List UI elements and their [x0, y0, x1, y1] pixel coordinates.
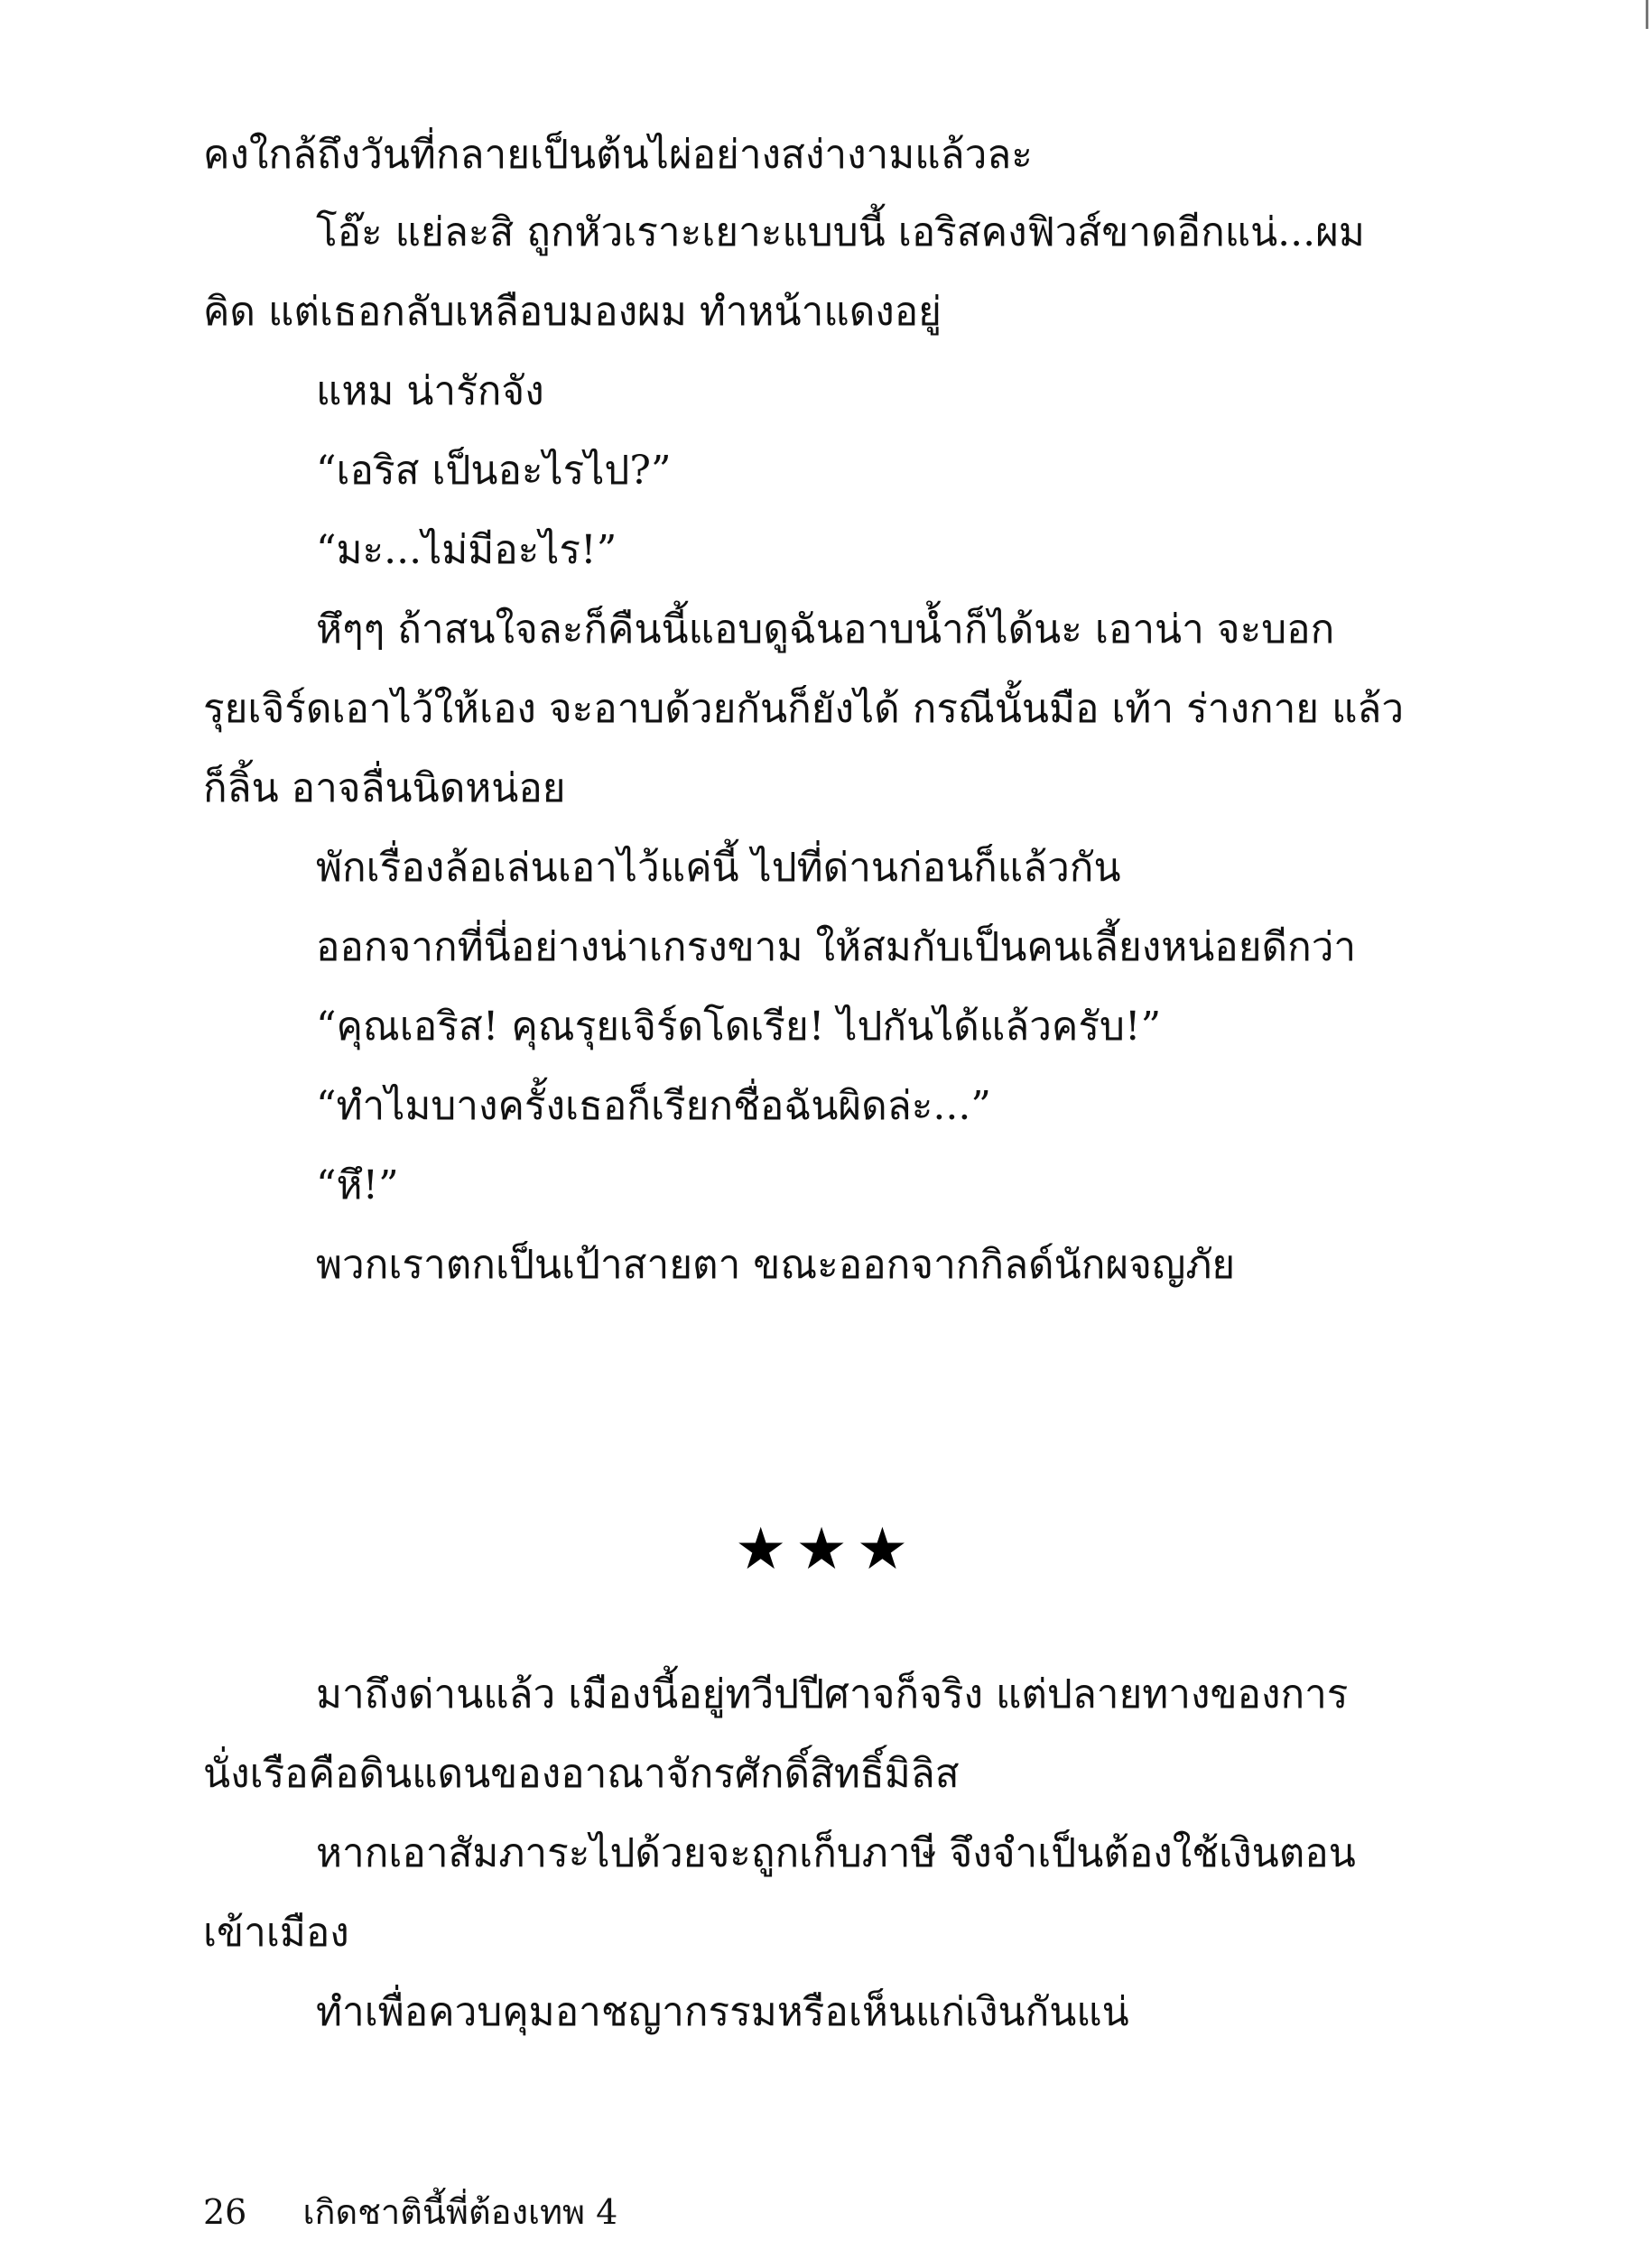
page-footer: [203, 2184, 617, 2239]
dialogue-line: “เอริส เป็นอะไรไป?”: [316, 448, 672, 494]
book-title: เกิดชาตินี้พี่ต้องเทพ 4: [302, 2192, 618, 2232]
paragraph-line: ก็ลิ้น อาจลื่นนิดหน่อย: [203, 765, 566, 811]
page-edge-mark: [1646, 0, 1648, 29]
paragraph-line: เข้าเมือง: [203, 1910, 349, 1956]
dialogue-line: “ทำไมบางครั้งเธอก็เรียกชื่อฉันผิดล่ะ...”: [316, 1083, 991, 1129]
paragraph-line: พวกเราตกเป็นเป้าสายตา ขณะออกจากกิลด์นักผจญภัย: [316, 1242, 1236, 1288]
scene-break-stars: ★★★: [734, 1516, 918, 1583]
paragraph-line: โอ๊ะ แย่ละสิ ถูกหัวเราะเยาะแบบนี้ เอริสคงฟิวส์ขาดอีกแน่...ผม: [316, 209, 1365, 255]
paragraph-line: คิด แต่เธอกลับเหลือบมองผม ทำหน้าแดงอยู่: [203, 289, 942, 335]
paragraph-line: มาถึงด่านแล้ว เมืองนี้อยู่ทวีปปีศาจก็จริง แต่ปลายทางของการ: [316, 1671, 1349, 1717]
paragraph-line: รุยเจิร์ดเอาไว้ให้เอง จะอาบด้วยกันก็ยังได้ กรณีนั้นมือ เท้า ร่างกาย แล้ว: [203, 686, 1405, 732]
paragraph-line: แหม น่ารักจัง: [316, 368, 544, 414]
paragraph-line: หากเอาสัมภาระไปด้วยจะถูกเก็บภาษี จึงจำเป็นต้องใช้เงินตอน: [316, 1830, 1356, 1876]
dialogue-line: “คุณเอริส! คุณรุยเจิร์ดโดเรีย! ไปกันได้แล้วครับ!”: [316, 1004, 1162, 1050]
paragraph-line: ทำเพื่อควบคุมอาชญากรรมหรือเห็นแก่เงินกันแน่: [316, 1989, 1129, 2035]
page-number: 26: [203, 2192, 247, 2232]
dialogue-line: “มะ...ไม่มีอะไร!”: [316, 527, 617, 573]
paragraph-line: คงใกล้ถึงวันที่กลายเป็นต้นไผ่อย่างสง่างามแล้วละ: [203, 132, 1033, 178]
paragraph-line: หึๆๆ ถ้าสนใจละก็คืนนี้แอบดูฉันอาบน้ำก็ได้นะ เอาน่า จะบอก: [316, 606, 1335, 653]
paragraph-line: นั่งเรือคือดินแดนของอาณาจักรศักดิ์สิทธิ์มิลิส: [203, 1751, 960, 1797]
dialogue-line: “หึ!”: [316, 1162, 399, 1208]
paragraph-line: พักเรื่องล้อเล่นเอาไว้แค่นี้ ไปที่ด่านก่อนก็แล้วกัน: [316, 845, 1121, 891]
paragraph-line: ออกจากที่นี่อย่างน่าเกรงขาม ให้สมกับเป็นคนเลี้ยงหน่อยดีกว่า: [316, 924, 1357, 970]
